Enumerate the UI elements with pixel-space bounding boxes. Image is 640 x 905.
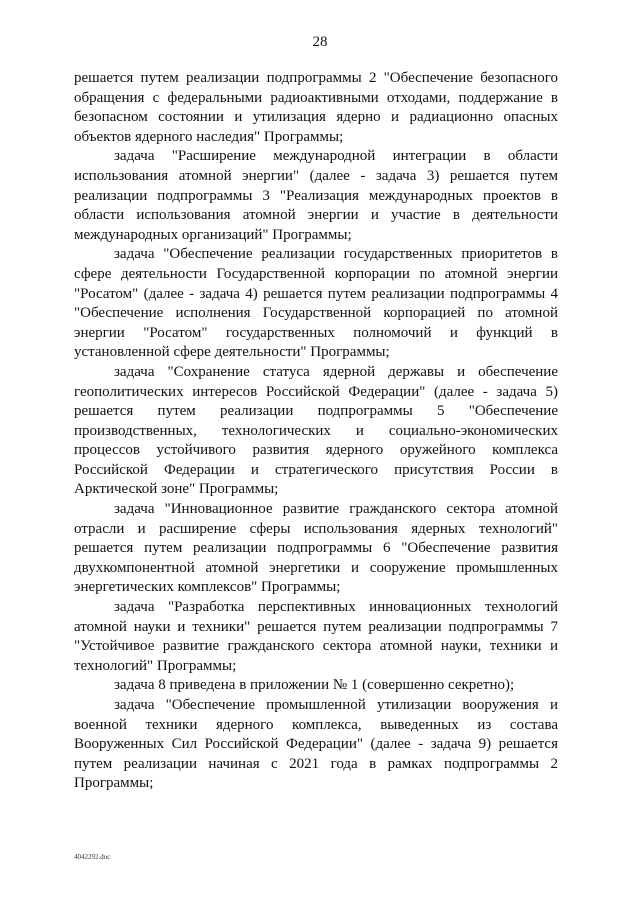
paragraph-task-9: задача "Обеспечение промышленной утилизации вооружения и военной техники ядерного комплекса, выведенных из состава Вооруженных Сил Российской Федерации" (далее - задача 9) решается путем реализации начиная с 2021 года в рамках подпрограммы 2 Программы; [74, 697, 558, 792]
paragraph-task-3: задача "Расширение международной интеграции в области использования атомной энергии" (далее - задача 3) решается путем реализации подпрограммы 3 "Реализация международных проектов в области использования атомной энергии и участие в деятельности международных организаций" Программы; [74, 148, 558, 243]
paragraph-task-4: задача "Обеспечение реализации государственных приоритетов в сфере деятельности Государственной корпорации по атомной энергии "Росатом" (далее - задача 4) решается путем реализации подпрограммы 4 "Обеспечение исполнения Государственной корпорацией по атомной энергии "Росатом" государственных полномочий и функций в установленной сфере деятельности" Программы; [74, 246, 558, 361]
page-number: 28 [312, 34, 328, 50]
paragraph-task-5: задача "Сохранение статуса ядерной державы и обеспечение геополитических интересов Российской Федерации" (далее - задача 5) решается путем реализации подпрограммы 5 "Обеспечение производственных, технологических и социально-экономических процессов устойчивого развития ядерного оружейного комплекса Российской Федерации и стратегического присутствия России в Арктической зоне" Программы; [74, 363, 558, 498]
paragraph-task-8: задача 8 приведена в приложении № 1 (совершенно секретно); [114, 677, 515, 694]
footer-filename: 4042292.doc [74, 853, 111, 861]
paragraph-task-6: задача "Инновационное развитие гражданского сектора атомной отрасли и расширение сферы использования ядерных технологий" решается путем реализации подпрограммы 6 "Обеспечение развития двухкомпонентной атомной энергетики и сооружение промышленных энергетических комплексов" Программы; [74, 501, 558, 596]
body-text [74, 69, 558, 794]
paragraph-task-7: задача "Разработка перспективных инновационных технологий атомной науки и техники" решается путем реализации подпрограммы 7 "Устойчивое развитие гражданского сектора атомной науки, техники и технологий" Программы; [74, 599, 558, 674]
paragraph-continuation: решается путем реализации подпрограммы 2 "Обеспечение безопасного обращения с федеральными радиоактивными отходами, поддержание в безопасном состоянии и утилизация ядерно и радиационно опасных объектов ядерного наследия" Программы; [74, 70, 558, 145]
